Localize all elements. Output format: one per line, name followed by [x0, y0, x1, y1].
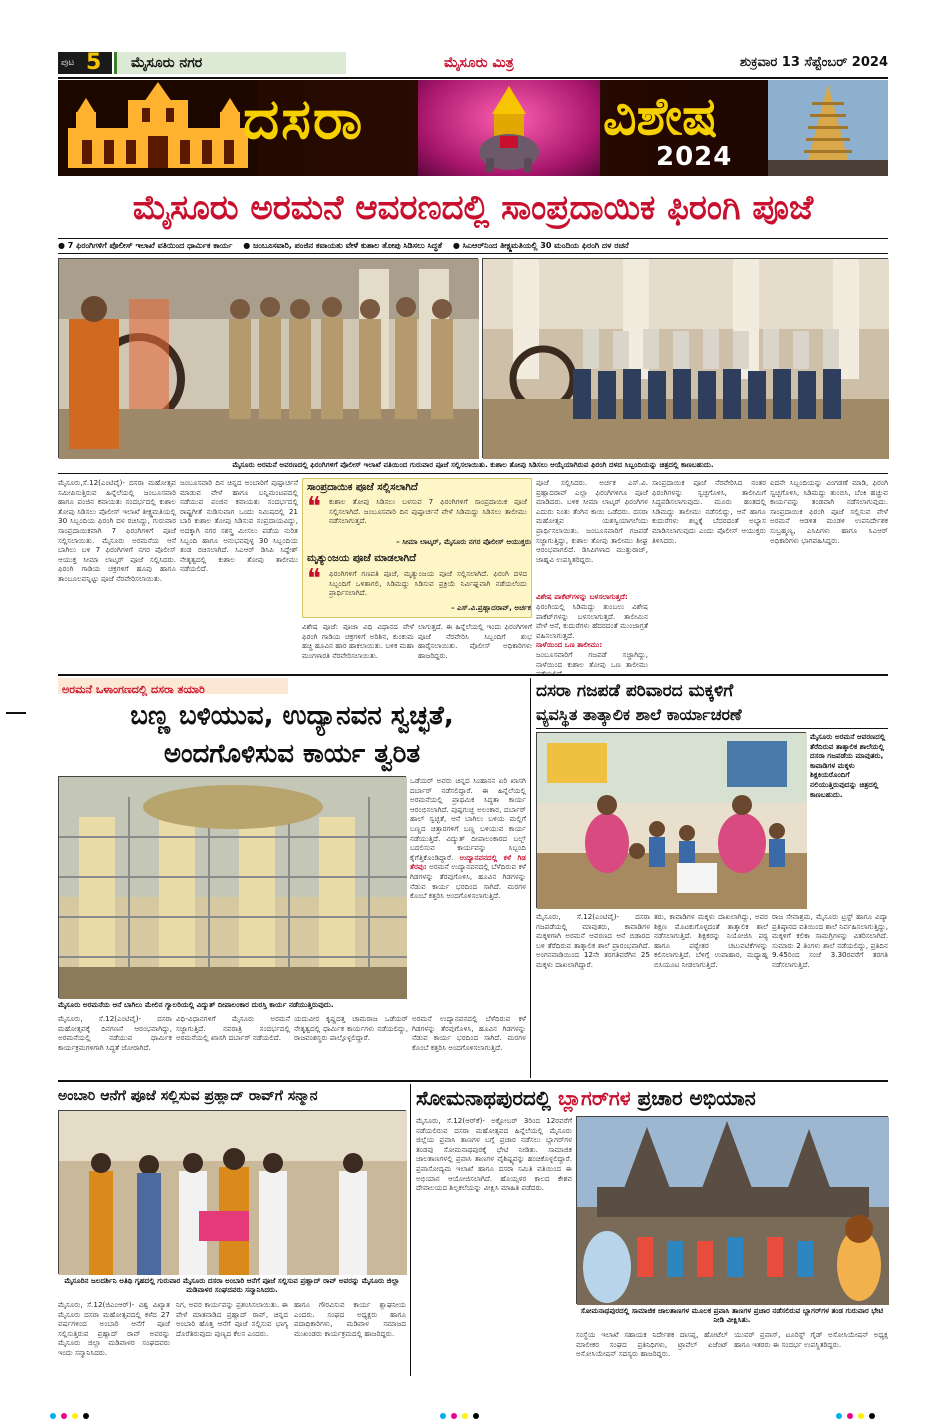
- masthead: [58, 52, 888, 76]
- bullet-3-text: ಸಿಎಆರ್‌ನಿಂದ ತೀಕ್ಷ್ಣಮತಿಯಲ್ಲಿ 30 ಮಂದಿಯ ಫಿರಂಗಿ ದಳ ರಚನೆ: [462, 241, 629, 250]
- ambari-photo-caption: ಮೈಸೂರಿನ ಜಲದರ್ಶಿನಿ ಅತಿಥಿ ಗೃಹದಲ್ಲಿ ಗುರುವಾರ ಮೈಸೂರು ದಸರಾ ಅಂಬಾರಿ ಆನೆಗೆ ಪೂಜೆ ಸಲ್ಲಿಸುವ ಪ್ರಹ್ಲಾದ್ ರಾವ್ ಅವರನ್ನು ಮೈಸೂರು ಜಿಲ್ಲಾ ಮಡಿವಾಳರ ಸಂಘದವರು ಸನ್ಮಾನಿಸಿದರು.: [64, 1276, 400, 1294]
- school-headline-line-2: ವ್ಯವಸ್ಥಿತ ತಾತ್ಕಾಲಿಕ ಶಾಲೆ ಕಾರ್ಯಾಚರಣೆ: [536, 705, 742, 724]
- lead-column-3a: ವಿಶೇಷ ಪೂಜೆ: ಪೂಜಾ ವಿಧಿ ವಿಧಾನದ ವೇಳೆ ಫಿರಂಗಿ ಗಾಡಿಯ ಚಕ್ರಗಳಿಗೆ ಅರಿಶಿನ, ಕುಂಕುಮ ಹಚ್ಚಿ ಹೂವಿನ ಹಾರ ಹಾಕಲಾಯಿತು. ಬಳಿಕ ಮಹಾ ಮಂಗಳಾರತಿ ನೆರವೇರಿಸಲಾಯಿತು.: [302, 622, 414, 660]
- palace-body-3: ಯದುವೀರ ಕೃಷ್ಣದತ್ತ ಚಾಮರಾಜ ಒಡೆಯರ್ ನೇತೃತ್ವದಲ್ಲಿ ಧಾರ್ಮಿಕ ಕಾರ್ಯಗಳು ನಡೆಯಲಿದ್ದು, ರಾಜವಂಶಸ್ಥರು ಪಾಲ್ಗೊಳ್ಳಲಿದ್ದಾರೆ.: [294, 1014, 408, 1043]
- somanathapura-photo-caption: ಸೋಮನಾಥಪುರದಲ್ಲಿ ಸಾಮಾಜಿಕ ಜಾಲತಾಣಗಳ ಮೂಲಕ ಪ್ರವಾಸಿ ತಾಣಗಳ ಪ್ರಚಾರ ನಡೆಸಲಿರುವ ಬ್ಲಾಗರ್‌ಗಳ ತಂಡ ಗುರುವಾರ ಭೇಟಿ ನೀಡಿ ವೀಕ್ಷಿಸಿತು.: [580, 1306, 884, 1324]
- somanathapura-body-2: ಸಂಸ್ಥೆಯ ಇಲಾಖೆ ಸಹಾಯಕ ನಿರ್ದೇಶಕ ದಾಸಪ್ಪ, ಹೋಟೆಲ್ ಮಾಲೀಕರ ಸಂಘದ ಪ್ರತಿನಿಧಿಗಳು, ಟ್ರಾವೆಲ್ ಏಜೆಂಟ್ ಅಸೋಸಿಯೇಷನ್ ಸದಸ್ಯರು ಹಾಜರಿದ್ದರು.: [576, 1330, 728, 1359]
- paper-name: ಮೈಸೂರು ಮಿತ್ರ: [444, 55, 514, 71]
- page-number-box: [58, 52, 112, 74]
- ambari-body-1: ಮೈಸೂರು, ಸೆ.12(ಜಿಎಂಆರ್)- ವಿಶ್ವ ವಿಖ್ಯಾತ ಮೈಸೂರು ದಸರಾ ಮಹೋತ್ಸವದಲ್ಲಿ ಕಳೆದ 27 ವರ್ಷಗಳಿಂದ ಅಂಬಾರಿ ಆನೆಗೆ ಪೂಜೆ ಸಲ್ಲಿಸುತ್ತಿರುವ ಪ್ರಹ್ಲಾದ್ ರಾವ್ ಅವರನ್ನು ಮೈಸೂರು ಜಿಲ್ಲಾ ಮಡಿವಾಳರ ಸಂಘದವರು ಇಂದು ಸನ್ಮಾನಿಸಿದರು.: [58, 1300, 170, 1357]
- masthead-rule: [58, 77, 888, 79]
- ambari-headline: ಅಂಬಾರಿ ಆನೆಗೆ ಪೂಜೆ ಸಲ್ಲಿಸುವ ಪ್ರಹ್ಲಾದ್ ರಾವ್‌ಗೆ ಸನ್ಮಾನ: [58, 1088, 318, 1104]
- bullet-3: ● ಸಿಎಆರ್‌ನಿಂದ ತೀಕ್ಷ್ಣಮತಿಯಲ್ಲಿ 30 ಮಂದಿಯ ಫಿರಂಗಿ ದಳ ರಚನೆ: [452, 241, 629, 250]
- lead-column-2: ಜಂಬೂಸವಾರಿ ದಿನ ಚಿನ್ನದ ಅಂಬಾರಿಗೆ ಪುಷ್ಪಾರ್ಚನೆ ಮಾಡುವ ವೇಳೆ ಹಾಗೂ ಬನ್ನಿಮಂಟಪದಲ್ಲಿ ನಡೆಯುವ ಪಂಜಿನ ಕವಾಯತು ಸಂದರ್ಭದಲ್ಲಿ ರಾಷ್ಟ್ರಗೀತೆ ನುಡಿಸುವಾಗ ಒಂದು ನಿಮಿಷದಲ್ಲಿ 21 ಬಾರಿ ಕುಶಾಲ ತೋಪು ಸಿಡಿಸುವ ಸಂಪ್ರದಾಯವಿದ್ದು, ಅದಕ್ಕಾಗಿ ನಗರ ಸಶಸ್ತ್ರ ಮೀಸಲು ಪಡೆಯ ನುರಿತ ಸಿಬ್ಬಂದಿ ಹಾಗೂ ಅನುಭವವುಳ್ಳ 30 ಸಿಬ್ಬಂದಿಯ ತಂಡ ರಚಿಸಲಾಗಿದೆ. ಸಿಎಆರ್ ಡಿಸಿಪಿ ಸಿದ್ದೇಶ್ ನೇತೃತ್ವದಲ್ಲಿ ಕುಶಾಲ ತೋಪು ತಾಲೀಮು ನಡೆಯಲಿದೆ.: [180, 478, 298, 574]
- quote-1-text: ಕುಶಾಲ ತೋಪು ಸಿಡಿಸಲು ಬಳಸುವ 7 ಫಿರಂಗಿಗಳಿಗೆ ಸಾಂಪ್ರದಾಯಿಕ ಪೂಜೆ ಸಲ್ಲಿಸಲಾಗಿದೆ. ಜಂಬೂಸವಾರಿ ದಿನ ಪುಷ್ಪಾರ್ಚನೆ ವೇಳೆ ಸಿಡಿಮದ್ದು ಸಿಡಿಸಲು ತಾಲೀಮು ನಡೆಸಲಾಗುತ್ತದೆ.: [329, 497, 527, 526]
- headline-part-a: ಸೋಮನಾಥಪುರದಲ್ಲಿ: [416, 1086, 558, 1110]
- sidebar-subsection: [536, 592, 648, 672]
- somanathapura-body-1: ಮೈಸೂರು, ಸೆ.12(ಆರ್‌ಕೆ)- ಅಕ್ಟೋಬರ್ 3ರಿಂದ 12ರವರೆಗೆ ನಡೆಯಲಿರುವ ದಸರಾ ಮಹೋತ್ಸವದ ಹಿನ್ನೆಲೆಯಲ್ಲಿ ಮೈಸೂರು ಜಿಲ್ಲೆಯ ಪ್ರವಾಸಿ ತಾಣಗಳ ಬಗ್ಗೆ ಪ್ರಚಾರ ನಡೆಸಲು ಬ್ಲಾಗರ್‌ಗಳ ತಂಡವು ಸೋಮನಾಥಪುರಕ್ಕೆ ಭೇಟಿ ನೀಡಿತು. ಸಾಮಾಜಿಕ ಜಾಲತಾಣಗಳಲ್ಲಿ ಪ್ರವಾಸಿ ತಾಣಗಳ ವೈಶಿಷ್ಟ್ಯವನ್ನು ಹಂಚಿಕೊಳ್ಳಲಿದ್ದಾರೆ. ಪ್ರವಾಸೋದ್ಯಮ ಇಲಾಖೆ ಹಾಗೂ ದಸರಾ ಸಮಿತಿ ವತಿಯಿಂದ ಈ ಅಭಿಯಾನ ಆಯೋಜಿಸಲಾಗಿದೆ. ಹೊಯ್ಸಳರ ಕಾಲದ ಕೇಶವ ದೇವಾಲಯದ ಶಿಲ್ಪಕಲೆಯನ್ನು ವೀಕ್ಷಿಸಿ ಮಾಹಿತಿ ಪಡೆದರು.: [416, 1116, 572, 1193]
- palace-photo-caption: ಮೈಸೂರು ಅರಮನೆಯ ಆನೆ ಬಾಗಿಲು ಮೇಲಿನ ಗ್ಯಾಲರಿಯಲ್ಲಿ ವಿದ್ಯುತ್ ದೀಪಾಲಂಕಾರ ದುರಸ್ತಿ ಕಾರ್ಯ ನಡೆಯುತ್ತಿರುವುದು.: [58, 1000, 334, 1009]
- palace-subhead: ಉದ್ಯಾನವನದಲ್ಲಿ ಕಳೆ ಗಿಡ ತೆರವು:: [410, 852, 526, 872]
- palace-side-text: ಒಡೆಯರ್ ಅವರು ಚಿನ್ನದ ಸಿಂಹಾಸನ ಏರಿ ಖಾಸಗಿ ದರ್ಬಾರ್ ನಡೆಸಲಿದ್ದಾರೆ. ಈ ಹಿನ್ನೆಲೆಯಲ್ಲಿ ಅರಮನೆಯಲ್ಲಿ ಪ್ರಾಥಮಿಕ ಸಿದ್ಧತಾ ಕಾರ್ಯ ಆರಂಭಿಸಲಾಗಿದೆ. ಪುಷ್ಪಗುಚ್ಛ ಅಲಂಕಾರ, ದರ್ಬಾರ್ ಹಾಲ್ ಸ್ವಚ್ಛತೆ, ಆನೆ ಬಾಗಿಲು ಬಳಿಯ ಮಲ್ಲಿಗೆ ಬಣ್ಣದ ಚಿತ್ತಾರಗಳಿಗೆ ಬಣ್ಣ ಬಳಿಯುವ ಕಾರ್ಯ ನಡೆಯುತ್ತಿದೆ. ವಿದ್ಯುತ್ ದೀಪಾಲಂಕಾರದ ಬಲ್ಬ್ ಬದಲಿಸುವ ಕಾರ್ಯವನ್ನು ಸಿಬ್ಬಂದಿ ಕೈಗೆತ್ತಿಕೊಂಡಿದ್ದಾರೆ.: [410, 776, 526, 862]
- ambari-body-3: ಹಾಗೂ ಗೌರವಿಸುವ ಕಾರ್ಯ ಶ್ಲಾಘನೀಯ ಎಂದರು. ಸಂಘದ ಅಧ್ಯಕ್ಷರು ಹಾಗೂ ಪದಾಧಿಕಾರಿಗಳು, ಮಡಿವಾಳ ಸಮಾಜದ ಮುಖಂಡರು ಕಾರ್ಯಕ್ರಮದಲ್ಲಿ ಹಾಜರಿದ್ದರು.: [294, 1300, 406, 1338]
- lead-photo-cannon-team: [482, 258, 888, 458]
- lead-column-1: ಮೈಸೂರು,ಸೆ.12(ಎಂಟಿವೈ)- ದಸರಾ ಮಹೋತ್ಸವ ಸಮೀಪಿಸುತ್ತಿರುವ ಹಿನ್ನೆಲೆಯಲ್ಲಿ ಜಂಬೂಸವಾರಿ ಹಾಗೂ ಪಂಜಿನ ಕವಾಯತು ಸಂದರ್ಭದಲ್ಲಿ ಕುಶಾಲ ತೋಪು ಸಿಡಿಸಲು ಪೊಲೀಸ್ ಇಲಾಖೆ ತೀಕ್ಷ್ಣಮತಿಯಲ್ಲಿ 30 ಸಿಬ್ಬಂದಿಯ ಫಿರಂಗಿ ದಳ ರಚಿಸಿದ್ದು, ಗುರುವಾರ ಸಾಂಪ್ರದಾಯಿಕವಾಗಿ 7 ಫಿರಂಗಿಗಳಿಗೆ ಪೂಜೆ ಸಲ್ಲಿಸಲಾಯಿತು. ಮೈಸೂರು ಅರಮನೆಯ ಆನೆ ಬಾಗಿಲು ಬಳಿ 7 ಫಿರಂಗಿಗಳಿಗೆ ನಗರ ಪೊಲೀಸ್ ಆಯುಕ್ತ ಸೀಮಾ ಲಾಟ್ಕರ್ ಪೂಜೆ ಸಲ್ಲಿಸಿದರು. ಫಿರಂಗಿ ಗಾಡಿಯ ಚಕ್ರಗಳಿಗೆ ಹೂವು ಹಾಗೂ ತಾಂಬೂಲವನ್ನಿಟ್ಟು ಪೂಜೆ ನೆರವೇರಿಸಲಾಯಿತು.: [58, 478, 176, 583]
- headline-part-c: ಪ್ರಚಾರ ಅಭಿಯಾನ: [630, 1086, 756, 1110]
- school-classroom-photo: [536, 732, 806, 908]
- dasara-banner: [58, 80, 888, 176]
- sidebar-text-2: ಜಂಬೂಸವಾರಿಗೆ ಗಜಪಡೆ ಸಜ್ಜಾಗಿದ್ದು, ನಾಳೆಯಿಂದ ಕುಶಾಲ ತೋಪು ಒಣ ತಾಲೀಮು: [536, 650, 648, 669]
- ambari-body-2: ನಿಗ, ಅವರ ಕಾರ್ಯವನ್ನು ಪ್ರಶಂಸಿಸಲಾಯಿತು. ಈ ವೇಳೆ ಮಾತನಾಡಿದ ಪ್ರಹ್ಲಾದ್ ರಾವ್, ಚಿನ್ನದ ಅಂಬಾರಿ ಹೊತ್ತ ಆನೆಗೆ ಪೂಜೆ ಸಲ್ಲಿಸುವ ಭಾಗ್ಯ ದೊರೆತಿರುವುದು ಪುಣ್ಯದ ಕೆಲಸ ಎಂದರು.: [176, 1300, 288, 1338]
- palace-scaffolding-photo: [58, 776, 406, 998]
- bullet-2: ● ಜಂಬೂಸವಾರಿ, ಪಂಜಿನ ಕವಾಯತು ವೇಳೆ ಕುಶಾಲ ತೋಪು ಸಿಡಿಸಲು ಸಿದ್ಧತೆ: [243, 241, 443, 250]
- quote-2-signature: – ಎಸ್.ವಿ.ಪ್ರಹ್ಲಾದರಾವ್, ಅರ್ಚಕ: [450, 603, 531, 612]
- bullet-1-text: 7 ಫಿರಂಗಿಗಳಿಗೆ ಪೊಲೀಸ್ ಇಲಾಖೆ ವತಿಯಿಂದ ಧಾರ್ಮಿಕ ಕಾರ್ಯ: [67, 241, 233, 250]
- column-divider: [530, 678, 531, 1078]
- quote-2-text: ಫಿರಂಗಿಗಳಿಗೆ ಗಣಪತಿ ಪೂಜೆ, ಮೃತ್ಯುಂಜಯ ಪೂಜೆ ಸಲ್ಲಿಸಲಾಗಿದೆ. ಫಿರಂಗಿ ದಳದ ಸಿಬ್ಬಂದಿಗೆ ಒಳಿತಾಗಲಿ, ಸಿಡಿಮದ್ದು ಸಿಡಿಸುವ ಪ್ರಕ್ರಿಯೆ ನಿರ್ವಿಘ್ನವಾಗಿ ನಡೆಯಲೆಂದು ಪ್ರಾರ್ಥಿಸಲಾಗಿದೆ.: [329, 569, 527, 598]
- palace-body-1: ಮೈಸೂರು, ಸೆ.12(ಎಂಟಿವೈ)- ದಸರಾ ಮಹೋತ್ಸವಕ್ಕೆ ದಿನಗಣನೆ ಆರಂಭವಾಗಿದ್ದು, ಅರಮನೆಯಲ್ಲಿ ನಡೆಯುವ ಧಾರ್ಮಿಕ ಕಾರ್ಯಕ್ರಮಗಳಿಗಾಗಿ ಸಿದ್ಧತೆ ಜೋರಾಗಿದೆ.: [58, 1014, 172, 1052]
- lead-photo-caption: ಮೈಸೂರು ಅರಮನೆ ಆವರಣದಲ್ಲಿ ಫಿರಂಗಿಗಳಿಗೆ ಪೊಲೀಸ್ ಇಲಾಖೆ ವತಿಯಿಂದ ಗುರುವಾರ ಪೂಜೆ ಸಲ್ಲಿಸಲಾಯಿತು. ಕುಶಾಲ ತೋಪು ಸಿಡಿಸಲು ಆಯ್ಕೆಯಾಗಿರುವ ಫಿರಂಗಿ ದಳದ ಸಿಬ್ಬಂದಿಯನ್ನು ಚಿತ್ರದಲ್ಲಿ ಕಾಣಬಹುದು.: [232, 460, 714, 469]
- sidebar-text-1: ಫಿರಂಗಿಯಲ್ಲಿ ಸಿಡಿಮದ್ದು ತುಂಬಲು ವಿಶೇಷ ಪಾಕೆಟ್‌ಗಳನ್ನು ಬಳಸಲಾಗುತ್ತದೆ. ತಾಲೀಮಿನ ವೇಳೆ ಆನೆ, ಕುದುರೆಗಳು ಹೆದರದಂತೆ ಮುಂಜಾಗ್ರತೆ ವಹಿಸಲಾಗುತ್ತದೆ.: [536, 602, 648, 640]
- palace-headline-line-1: ಬಣ್ಣ ಬಳಿಯುವ, ಉದ್ಯಾನವನ ಸ್ವಚ್ಛತೆ,: [130, 701, 454, 731]
- sidebar-head-2: ನಾಳೆಯಿಂದ ಒಣ ತಾಲೀಮು:: [536, 640, 603, 649]
- ambari-art: [418, 80, 600, 176]
- quote-1-signature: – ಸೀಮಾ ಲಾಟ್ಕರ್, ಮೈಸೂರು ನಗರ ಪೊಲೀಸ್ ಆಯುಕ್ತರು: [396, 537, 531, 546]
- school-body-1: ಮೈಸೂರು, ಸೆ.12(ಎಂಟಿವೈ)- ದಸರಾ ಗಜಪಡೆಯಲ್ಲಿ ಮಾವುತರು, ಕಾವಾಡಿಗಳ ಮಕ್ಕಳಿಗಾಗಿ ಅರಮನೆ ಆವರಣದ ಆನೆ ಬಿಡಾರದ ಬಳಿ ತೆರೆದಿರುವ ತಾತ್ಕಾಲಿಕ ಶಾಲೆ ಪ್ರಾರಂಭವಾಗಿದೆ. ಅಂಗನವಾಡಿಯಿಂದ 12ನೇ ತರಗತಿವರೆಗಿನ 25 ಮಕ್ಕಳು ದಾಖಲಾಗಿದ್ದಾರೆ.: [536, 912, 650, 969]
- quote-1-heading: ಸಾಂಪ್ರದಾಯಿಕ ಪೂಜೆ ಸಲ್ಲಿಸಲಾಗಿದೆ: [307, 482, 418, 493]
- palace-body-2: ವಿಧಿ-ವಿಧಾನಗಳಿಗೆ ಮೈಸೂರು ಅರಮನೆ ಸಜ್ಜಾಗುತ್ತಿದೆ. ನವರಾತ್ರಿ ಸಂದರ್ಭದಲ್ಲಿ ಅರಮನೆಯಲ್ಲಿ ಖಾಸಗಿ ದರ್ಬಾರ್ ನಡೆಯಲಿದೆ.: [176, 1014, 290, 1043]
- school-body-3: ರಾಜ ಸೇವಾಶ್ರಮ, ಮೈಸೂರು ಟ್ರಸ್ಟ್ ಹಾಗೂ ವಿದ್ಯಾ ಪ್ರತಿಷ್ಠಾನದ ವತಿಯಿಂದ ಶಾಲೆ ನಿರ್ವಹಿಸಲಾಗುತ್ತಿದ್ದು, ಮಕ್ಕಳಿಗೆ ಕಲಿಕಾ ಸಾಮಗ್ರಿಗಳನ್ನು ವಿತರಿಸಲಾಗಿದೆ. ಸುಮಾರು 2 ತಿಂಗಳು ಶಾಲೆ ನಡೆಯಲಿದ್ದು, ಪ್ರತಿದಿನ 9.45ರಿಂದ ಸಂಜೆ 3.30ರವರೆಗೆ ತರಗತಿ ನಡೆಸಲಾಗುತ್ತಿದೆ.: [772, 912, 888, 969]
- palace-illumination-image: [58, 80, 258, 176]
- banner-word-dasara: ದಸರಾ: [243, 86, 365, 152]
- color-registration-marks: [440, 1404, 500, 1412]
- column-divider: [410, 1084, 411, 1376]
- page-label: ಪುಟ: [61, 58, 75, 68]
- issue-date: ಶುಕ್ರವಾರ 13 ಸೆಪ್ಟೆಂಬರ್ 2024: [739, 55, 888, 70]
- quote-2-heading: ಮೃತ್ಯುಂಜಯ ಪೂಜೆ ಮಾಡಲಾಗಿದೆ: [307, 553, 417, 564]
- somanathapura-bloggers-photo: [576, 1116, 888, 1304]
- page-number: 5: [86, 50, 102, 75]
- chamundi-temple-image: [768, 80, 888, 176]
- school-side-caption: ಮೈಸೂರು ಅರಮನೆ ಆವರಣದಲ್ಲಿ ತೆರೆದಿರುವ ತಾತ್ಕಾಲಿಕ ಶಾಲೆಯಲ್ಲಿ ದಸರಾ ಗಜಪಡೆಯ ಮಾವುತರು, ಕಾವಾಡಿಗಳ ಮಕ್ಕಳು ಶಿಕ್ಷಕಿಯರೊಂದಿಗೆ ನಲಿಯುತ್ತಿರುವುದನ್ನು ಚಿತ್ರದಲ್ಲಿ ಕಾಣಬಹುದು.: [810, 732, 886, 799]
- banner-word-vishesha: ವಿಶೇಷ: [603, 86, 718, 147]
- palace-kicker: [58, 678, 288, 694]
- quote-mark-icon: ❝: [307, 492, 321, 522]
- bullet-2-text: ಜಂಬೂಸವಾರಿ, ಪಂಜಿನ ಕವಾಯತು ವೇಳೆ ಕುಶಾಲ ತೋಪು ಸಿಡಿಸಲು ಸಿದ್ಧತೆ: [252, 241, 443, 250]
- rule: [536, 728, 888, 729]
- section-name: ಮೈಸೂರು ನಗರ: [131, 55, 203, 71]
- lead-photo-police-cannon: [58, 258, 478, 458]
- color-registration-marks: [50, 1404, 110, 1412]
- palace-headline-line-2: ಅಂದಗೊಳಿಸುವ ಕಾರ್ಯ ತ್ವರಿತ: [163, 739, 421, 769]
- school-headline-line-1: ದಸರಾ ಗಜಪಡೆ ಪರಿವಾರದ ಮಕ್ಕಳಿಗೆ: [536, 681, 734, 701]
- sidebar-head-1: ವಿಶೇಷ ಪಾಕೆಟ್‌ಗಳನ್ನು ಬಳಸಲಾಗುತ್ತದೆ:: [536, 592, 628, 601]
- golden-howdah-elephant-icon: [464, 84, 554, 174]
- margin-dash: [6, 712, 26, 714]
- somanathapura-body-3: ಯುವರ್ ಪ್ರವಾಸ್, ಟೂರಿಸ್ಟ್ ಗೈಡ್ ಅಸೋಸಿಯೇಷನ್ ಅಧ್ಯಕ್ಷ ಹಾಗೂ ಇತರರು ಈ ಸಂದರ್ಭ ಉಪಸ್ಥಿತರಿದ್ದರು.: [734, 1330, 888, 1349]
- palace-body-4: ಅರಮನೆ ಉದ್ಯಾನವನದಲ್ಲಿ ಬೆಳೆದಿರುವ ಕಳೆ ಗಿಡಗಳನ್ನು ತೆರವುಗೊಳಿಸಿ, ಹೂವಿನ ಗಿಡಗಳನ್ನು ನೆಡುವ ಕಾರ್ಯ ಭರದಿಂದ ಸಾಗಿದೆ. ಮರಗಳ ಕೊಂಬೆ ಕತ್ತರಿಸಿ ಅಂದಗೊಳಿಸಲಾಗುತ್ತಿದೆ.: [412, 1014, 526, 1052]
- palace-side-column: [410, 776, 526, 998]
- ambari-felicitation-photo: [58, 1110, 406, 1274]
- color-registration-marks: [836, 1404, 896, 1412]
- lead-column-4: ಪೂಜೆ ಸಲ್ಲಿಸಿದರು. ಅರ್ಚಕ ಎಸ್.ವಿ. ಪ್ರಹ್ಲಾದರಾವ್ ಎಲ್ಲಾ ಫಿರಂಗಿಗಳಿಗೂ ಪೂಜೆ ಮಾಡಿದರು. ಬಳಿಕ ಸೀಮಾ ಲಾಟ್ಕರ್ ಫಿರಂಗಿಗಳ ಎದುರು ನಿಂತು ತೆಂಗಿನ ಕಾಯಿ ಒಡೆದರು. ದಸರಾ ಮಹೋತ್ಸವ ಯಶಸ್ವಿಯಾಗಲೆಂದು ಪ್ರಾರ್ಥಿಸಲಾಯಿತು. ಜಂಬೂಸವಾರಿಗೆ ಗಜಪಡೆ ಸಜ್ಜಾಗುತ್ತಿದ್ದು, ಕುಶಾಲ ತೋಪು ತಾಲೀಮು ಶೀಘ್ರ ಆರಂಭವಾಗಲಿದೆ. ಡಿಸಿಪಿಗಳಾದ ಮುತ್ತುರಾಜ್, ಜಾಹ್ನವಿ ಉಪಸ್ಥಿತರಿದ್ದರು.: [536, 478, 648, 564]
- rule: [58, 674, 888, 676]
- section-label: [114, 52, 346, 74]
- lead-column-5: ಸಾಂಪ್ರದಾಯಿಕ ಪೂಜೆ ನೆರವೇರಿಸಿದ ನಂತರ ಫಿರಂಗಿಗಳನ್ನು ಸ್ವಚ್ಛಗೊಳಿಸಿ, ತಾಲೀಮಿಗೆ ಸಿದ್ಧಪಡಿಸಲಾಗುವುದು. ಮೂರು ಹಂತದಲ್ಲಿ ಸಿಡಿಮದ್ದು ತಾಲೀಮು ನಡೆಸಲಿದ್ದು, ಆನೆ ಹಾಗೂ ಕುದುರೆಗಳು ಶಬ್ದಕ್ಕೆ ಬೆದರದಂತೆ ಅಭ್ಯಾಸ ಮಾಡಿಸಲಾಗುವುದು ಎಂದು ಪೊಲೀಸ್ ಆಯುಕ್ತರು ತಿಳಿಸಿದರು.: [652, 478, 766, 545]
- lead-column-3b: ಲಾಗುತ್ತದೆ. ಈ ಹಿನ್ನೆಲೆಯಲ್ಲಿ ಇಂದು ಫಿರಂಗಿಗಳಿಗೆ ಪೂಜೆ ನೆರವೇರಿಸಿ ಸಿಬ್ಬಂದಿಗೆ ಶುಭ ಹಾರೈಸಲಾಯಿತು. ಪೊಲೀಸ್ ಅಧಿಕಾರಿಗಳು ಹಾಜರಿದ್ದರು.: [418, 622, 532, 660]
- rule: [58, 473, 888, 474]
- headline-part-bloggers: ಬ್ಲಾಗರ್‌ಗಳ: [557, 1086, 631, 1110]
- bullet-1: ● 7 ಫಿರಂಗಿಗಳಿಗೆ ಪೊಲೀಸ್ ಇಲಾಖೆ ವತಿಯಿಂದ ಧಾರ್ಮಿಕ ಕಾರ್ಯ: [58, 241, 233, 250]
- palace-kicker-text: ಅರಮನೆ ಒಳಾಂಗಣದಲ್ಲಿ ದಸರಾ ತಯಾರಿ: [62, 683, 205, 696]
- lead-column-6: ಐದನೇ ಸಿಬ್ಬಂದಿಯನ್ನು ವಿಂಗಡಣೆ ಮಾಡಿ, ಫಿರಂಗಿ ಸ್ವಚ್ಛಗೊಳಿಸಿ, ಸಿಡಿಮದ್ದು ತುಂಬಿಸಿ, ಬೆಂಕಿ ಹಚ್ಚುವ ಕಾರ್ಯವನ್ನು ತಂಡವಾಗಿ ನಡೆಸಲಾಗುವುದು. ಸಾಂಪ್ರದಾಯಿಕ ಫಿರಂಗಿ ಪೂಜೆ ಸಲ್ಲಿಸುವ ವೇಳೆ ಅರಮನೆ ಆಡಳಿತ ಮಂಡಳಿ ಉಪನಿರ್ದೇಶಕ ಸುಬ್ರಹ್ಮಣ್ಯ, ಎಸಿಪಿಗಳು ಹಾಗೂ ಸಿಎಆರ್ ಅಧಿಕಾರಿಗಳು ಭಾಗವಹಿಸಿದ್ದರು.: [770, 478, 888, 545]
- lead-headline: ಮೈಸೂರು ಅರಮನೆ ಆವರಣದಲ್ಲಿ ಸಾಂಪ್ರದಾಯಿಕ ಫಿರಂಗಿ ಪೂಜೆ: [132, 188, 814, 228]
- banner-year: 2024: [656, 142, 733, 172]
- palace-subhead-text: ಅರಮನೆ ಉದ್ಯಾನವನದಲ್ಲಿ ಬೆಳೆದಿರುವ ಕಳೆ ಗಿಡಗಳನ್ನು ತೆರವುಗೊಳಿಸಿ, ಹೂವಿನ ಗಿಡಗಳನ್ನು ನೆಡುವ ಕಾರ್ಯ ಭರದಿಂದ ಸಾಗಿದೆ. ಮರಗಳ ಕೊಂಬೆ ಕತ್ತರಿಸಿ ಅಂದಗೊಳಿಸಲಾಗುತ್ತಿದೆ.: [410, 862, 526, 901]
- school-body-2: ತರು, ಕಾವಾಡಿಗಳ ಮಕ್ಕಳು ದಾಖಲಾಗಿದ್ದು, ಅವರ ಶಿಕ್ಷಣ ಮೊಟಕುಗೊಳ್ಳದಂತೆ ತಾತ್ಕಾಲಿಕ ಶಾಲೆ ನಡೆಸಲಾಗುತ್ತಿದೆ. ಶಿಕ್ಷಕರನ್ನು ನಿಯೋಜಿಸಿ ಪಠ್ಯ ಹಾಗೂ ಪಠ್ಯೇತರ ಚಟುವಟಿಕೆಗಳನ್ನು ಕಲಿಸಲಾಗುತ್ತಿದೆ. ಬೆಳಿಗ್ಗೆ ಉಪಾಹಾರ, ಮಧ್ಯಾಹ್ನ ಬಿಸಿಯೂಟ ನೀಡಲಾಗುತ್ತಿದೆ.: [654, 912, 768, 969]
- lead-bullet-bar: [58, 238, 888, 254]
- quote-box: [302, 478, 532, 618]
- rule: [58, 1080, 888, 1082]
- somanathapura-headline: [416, 1084, 888, 1112]
- quote-mark-icon: ❝: [307, 564, 321, 594]
